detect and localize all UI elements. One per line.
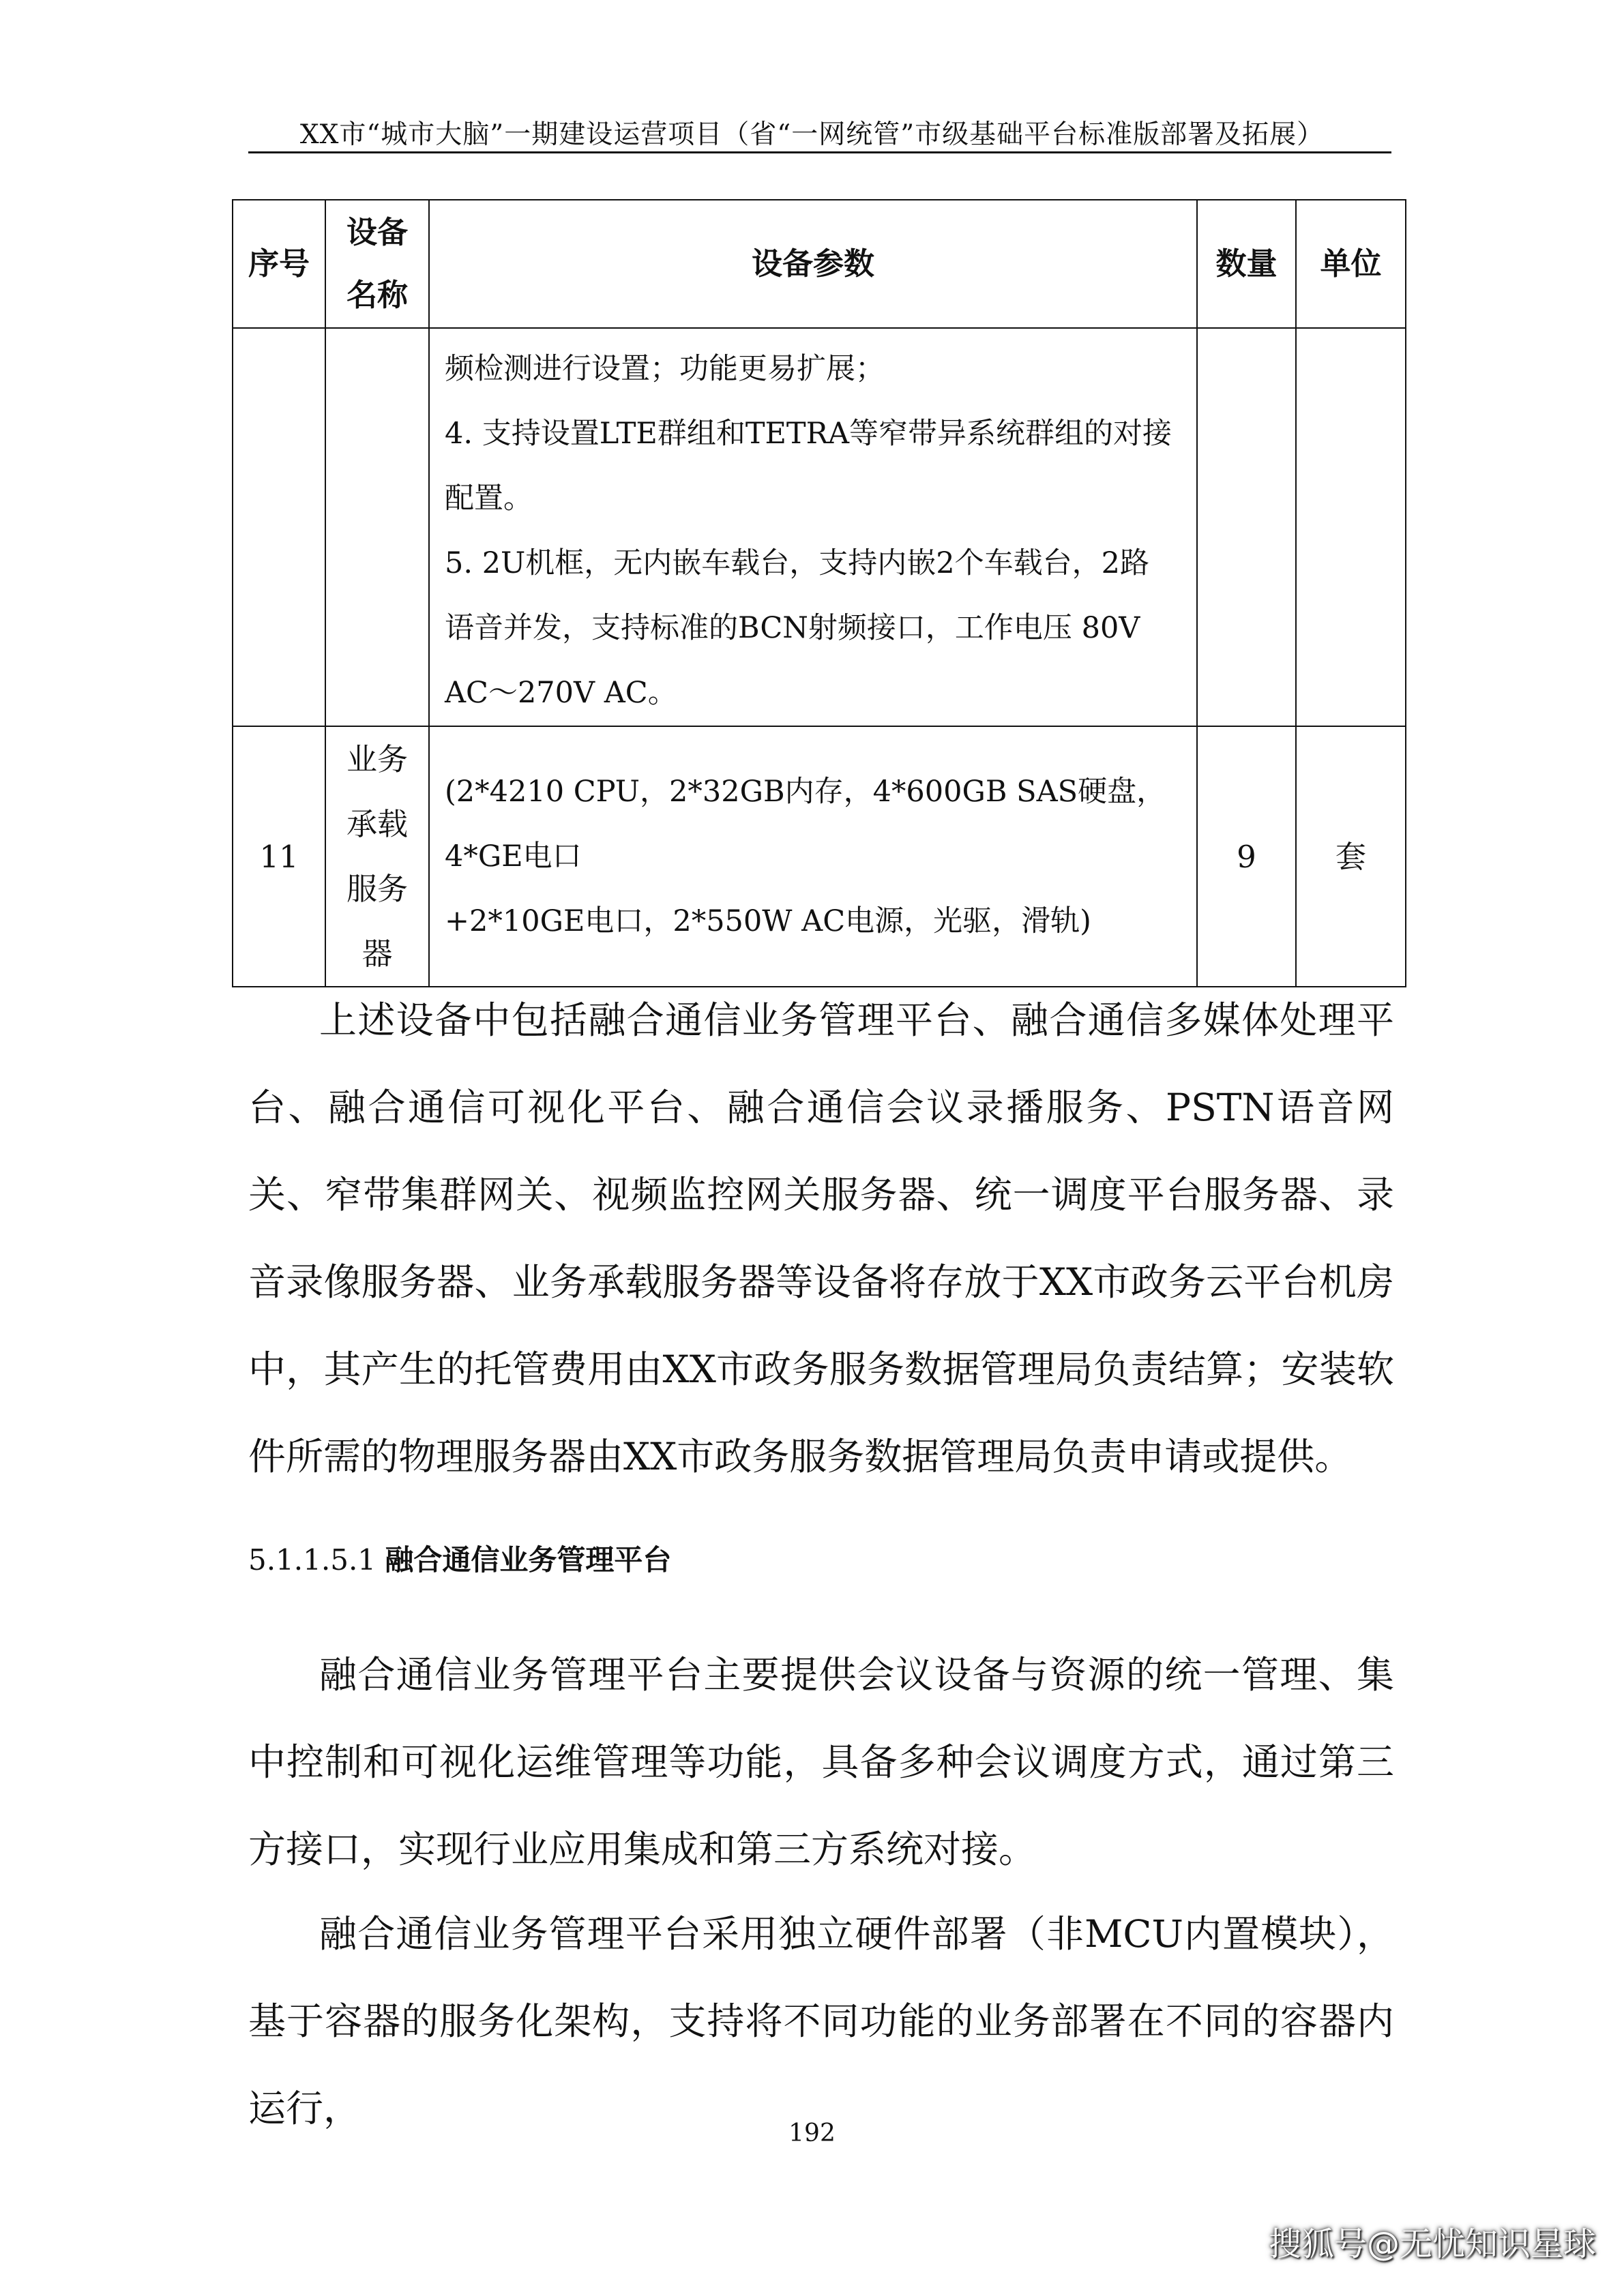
col-header-index: 序号 [233,200,325,328]
param-line: 配置。 [445,481,533,516]
cell-params [429,328,1197,726]
header-divider [248,151,1391,153]
cell-params [429,726,1197,987]
page-header-title: XX市“城市大脑”一期建设运营项目（省“一网统管”市级基础平台标准版部署及拓展） [299,119,1325,150]
watermark: 搜狐号@无忧知识星球 [1269,2225,1597,2263]
section-number: 5.1.1.5.1 [248,1543,377,1577]
cell-quantity [1197,328,1296,726]
table-row [233,726,1406,987]
name-line: 业务 [346,741,408,777]
name-line: 承载 [346,806,408,842]
param-line: 频检测进行设置；功能更易扩展； [445,352,885,386]
param-line: +2*10GE电口，2*550W AC电源，光驱，滑轨) [445,904,1091,938]
param-line: 4. 支持设置LTE群组和TETRA等窄带异系统群组的对接 [445,417,1172,451]
cell-index [233,328,325,726]
section-heading [248,1540,671,1581]
cell-unit: 套 [1296,726,1406,987]
paragraph-text: 融合通信业务管理平台采用独立硬件部署（非MCU内置模块），基于容器的服务化架构，支持将不同功能的业务部署在不同的容器内运行， [248,1912,1394,2130]
col-header-name-line: 名称 [346,277,408,313]
col-header-name [325,200,429,328]
col-header-quantity: 数量 [1197,200,1296,328]
cell-name [325,328,429,726]
param-line: AC～270V AC。 [445,676,677,710]
cell-index: 11 [233,726,325,987]
page-number: 192 [788,2119,836,2147]
paragraph-text: 上述设备中包括融合通信业务管理平台、融合通信多媒体处理平台、融合通信可视化平台、融合通信会议录播服务、PSTN语音网关、窄带集群网关、视频监控网关服务器、统一调度平台服务器、录音录像服务器、业务承载服务器等设备将存放于XX市政务云平台机房中，其产生的托管费用由XX市政务服务数据管理局负责结算；安装软件所需的物理服务器由XX市政务服务数据管理局负责申请或提供。 [248,998,1394,1478]
name-line: 服务 [346,871,408,907]
param-line: (2*4210 CPU，2*32GB内存，4*600GB SAS硬盘，4*GE电口 [445,774,1166,874]
body-paragraph [248,976,1394,1500]
cell-unit [1296,328,1406,726]
param-line: 语音并发，支持标准的BCN射频接口，工作电压 80V [445,611,1140,645]
equipment-table [232,199,1406,987]
col-header-name-line: 设备 [346,214,408,250]
col-header-params: 设备参数 [429,200,1197,328]
col-header-unit: 单位 [1296,200,1406,328]
cell-quantity: 9 [1197,726,1296,987]
body-paragraph [248,1631,1394,1893]
section-title: 融合通信业务管理平台 [385,1543,672,1577]
table-header-row [233,200,1406,328]
paragraph-text: 融合通信业务管理平台主要提供会议设备与资源的统一管理、集中控制和可视化运维管理等功能，具备多种会议调度方式，通过第三方接口，实现行业应用集成和第三方系统对接。 [248,1653,1394,1871]
table-row [233,328,1406,726]
cell-name [325,726,429,987]
body-paragraph [248,1890,1394,2152]
param-line: 5. 2U机框，无内嵌车载台，支持内嵌2个车载台，2路 [445,546,1150,580]
name-line: 器 [361,936,393,972]
